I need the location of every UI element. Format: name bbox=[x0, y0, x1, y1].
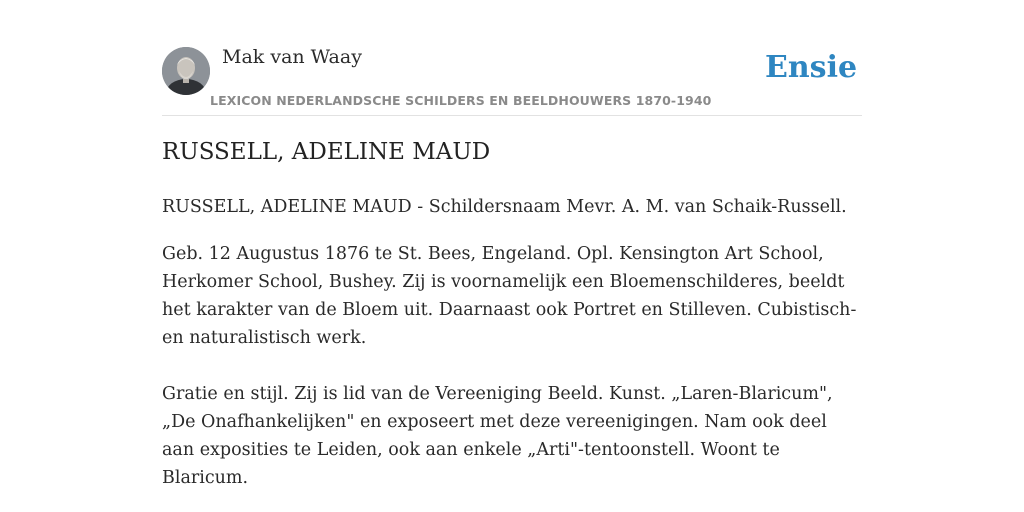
entry-lead: RUSSELL, ADELINE MAUD - Schildersnaam Mevr. A. M. van Schaik-Russell. bbox=[162, 197, 847, 217]
entry-body bbox=[162, 193, 862, 492]
author-portrait-icon bbox=[162, 47, 210, 95]
author-avatar[interactable] bbox=[162, 47, 210, 95]
entry-paragraph: Gratie en stijl. Zij is lid van de Vereeniging Beeld. Kunst. „Laren-Blaricum", „De Onafhankelijken" en exposeert met deze vereenigingen. Nam ook deel aan exposities te Leiden, ook aan enkele „Arti"-tentoonstell. Woont te Blaricum. bbox=[162, 384, 833, 488]
ensie-logo[interactable]: Ensie bbox=[765, 50, 858, 85]
author-name[interactable]: Mak van Waay bbox=[222, 46, 362, 68]
paragraph-spacer bbox=[162, 352, 862, 380]
header-divider bbox=[162, 115, 862, 116]
entry-title: RUSSELL, ADELINE MAUD bbox=[162, 139, 491, 165]
lexicon-source[interactable]: LEXICON NEDERLANDSCHE SCHILDERS EN BEELDHOUWERS 1870-1940 bbox=[210, 93, 712, 108]
entry-paragraph: Geb. 12 Augustus 1876 te St. Bees, Engeland. Opl. Kensington Art School, Herkomer School, Bushey. Zij is voornamelijk een Bloemenschilderes, beeldt het karakter van de Bloem uit. Daarnaast ook Portret en Stilleven. Cubistisch- en naturalistisch werk. bbox=[162, 244, 857, 348]
